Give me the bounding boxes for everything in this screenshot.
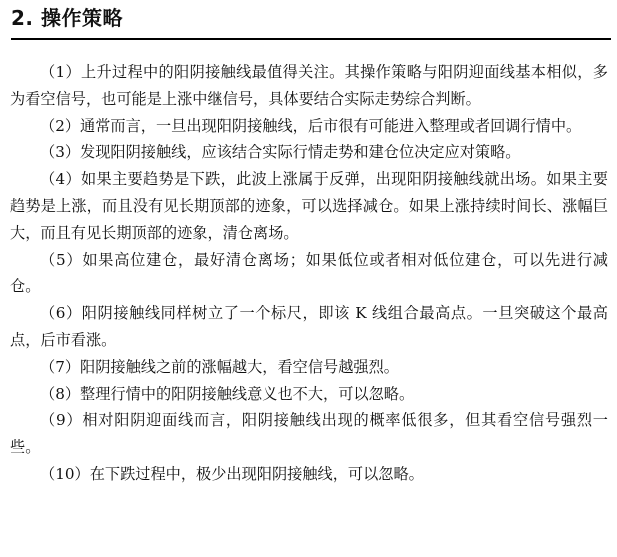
strategy-item-2: （2）通常而言，一旦出现阳阴接触线，后市很有可能进入整理或者回调行情中。: [40, 116, 582, 135]
strategy-item-3: （3）发现阳阴接触线，应该结合实际行情走势和建仓位决定应对策略。: [40, 143, 521, 162]
strategy-item-4: （4）如果主要趋势是下跌，此波上涨属于反弹，出现阳阴接触线就出场。如果主要趋势是上涨，而且没有见长期顶部的迹象，可以选择减仓。如果上涨持续时间长、涨幅巨大，而且有见长期顶部的迹象，清仓离场。: [10, 170, 608, 242]
strategy-item-8: （8）整理行情中的阳阴接触线意义也不大，可以忽略。: [40, 384, 415, 403]
section-heading: 2. 操作策略: [11, 6, 123, 30]
heading-underline: [11, 38, 611, 40]
strategy-item-10: （10）在下跌过程中，极少出现阳阴接触线，可以忽略。: [40, 464, 424, 483]
strategy-item-6: （6）阳阴接触线同样树立了一个标尺，即该 K 线组合最高点。一旦突破这个最高点，后市看涨。: [10, 304, 608, 349]
strategy-item-7: （7）阳阴接触线之前的涨幅越大，看空信号越强烈。: [40, 357, 399, 376]
strategy-item-1: （1）上升过程中的阳阴接触线最值得关注。其操作策略与阳阴迎面线基本相似，多为看空信号，也可能是上涨中继信号，具体要结合实际走势综合判断。: [10, 63, 608, 108]
strategy-item-9: （9）相对阳阴迎面线而言，阳阴接触线出现的概率低很多，但其看空信号强烈一些。: [10, 411, 608, 457]
strategy-list: [10, 59, 608, 488]
strategy-item-5: （5）如果高位建仓，最好清仓离场；如果低位或者相对低位建仓，可以先进行减仓。: [10, 250, 608, 296]
